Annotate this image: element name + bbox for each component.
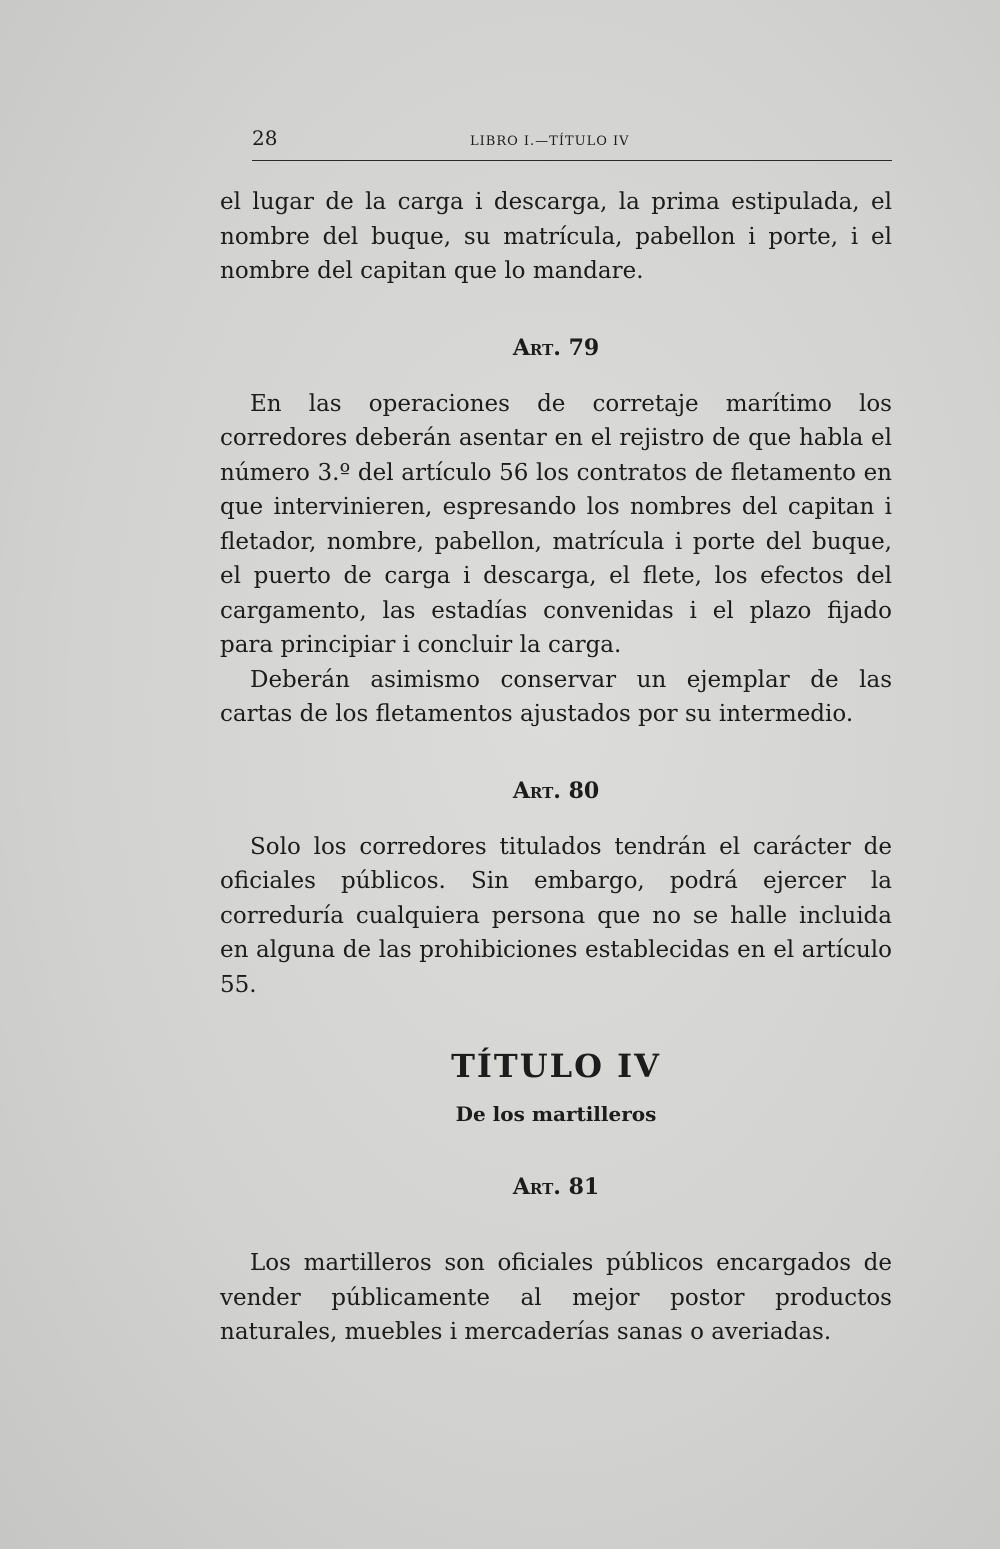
page-body [220,185,892,1350]
page-number: 28 [252,126,278,150]
page-header [252,126,892,162]
article-79-heading: Art. 79 [512,334,600,361]
article-81-heading: Art. 81 [512,1174,600,1200]
article-80-paragraph-1: Solo los corredores titulados tendrán el carácter de oficiales públicos. Sin embargo, podrá ejercer la correduría cualquiera persona que no se halle incluida en alguna de las prohibiciones establecidas en el artículo 55. [220,833,892,998]
article-81-paragraph-1: Los martilleros son oficiales públicos encargados de vender públicamente al mejor postor productos naturales, muebles i mercaderías sanas o averiadas. [220,1250,892,1345]
continued-paragraph: el lugar de la carga i descarga, la prima estipulada, el nombre del buque, su matrícula, pabellon i porte, i el nombre del capitan que lo mandare. [220,189,892,284]
running-head: LIBRO I.—TÍTULO IV [470,134,630,149]
header-rule [252,160,892,161]
article-79-paragraph-1: En las operaciones de corretaje marítimo los corredores deberán asentar en el rejistro de que habla el número 3.º del artículo 56 los contratos de fletamento en que intervinieren, espresando los nombres del capitan i fletador, nombre, pabellon, matrícula i porte del buque, el puerto de carga i descarga, el flete, los efectos del cargamento, las estadías convenidas i el plazo fijado para principiar i concluir la carga. [220,390,892,658]
title-subheading: De los martilleros [455,1102,657,1126]
article-79-paragraph-2: Deberán asimismo conservar un ejemplar de las cartas de los fletamentos ajustados por su intermedio. [220,666,892,727]
article-80-heading: Art. 80 [512,777,600,804]
title-heading: TÍTULO IV [451,1047,661,1085]
